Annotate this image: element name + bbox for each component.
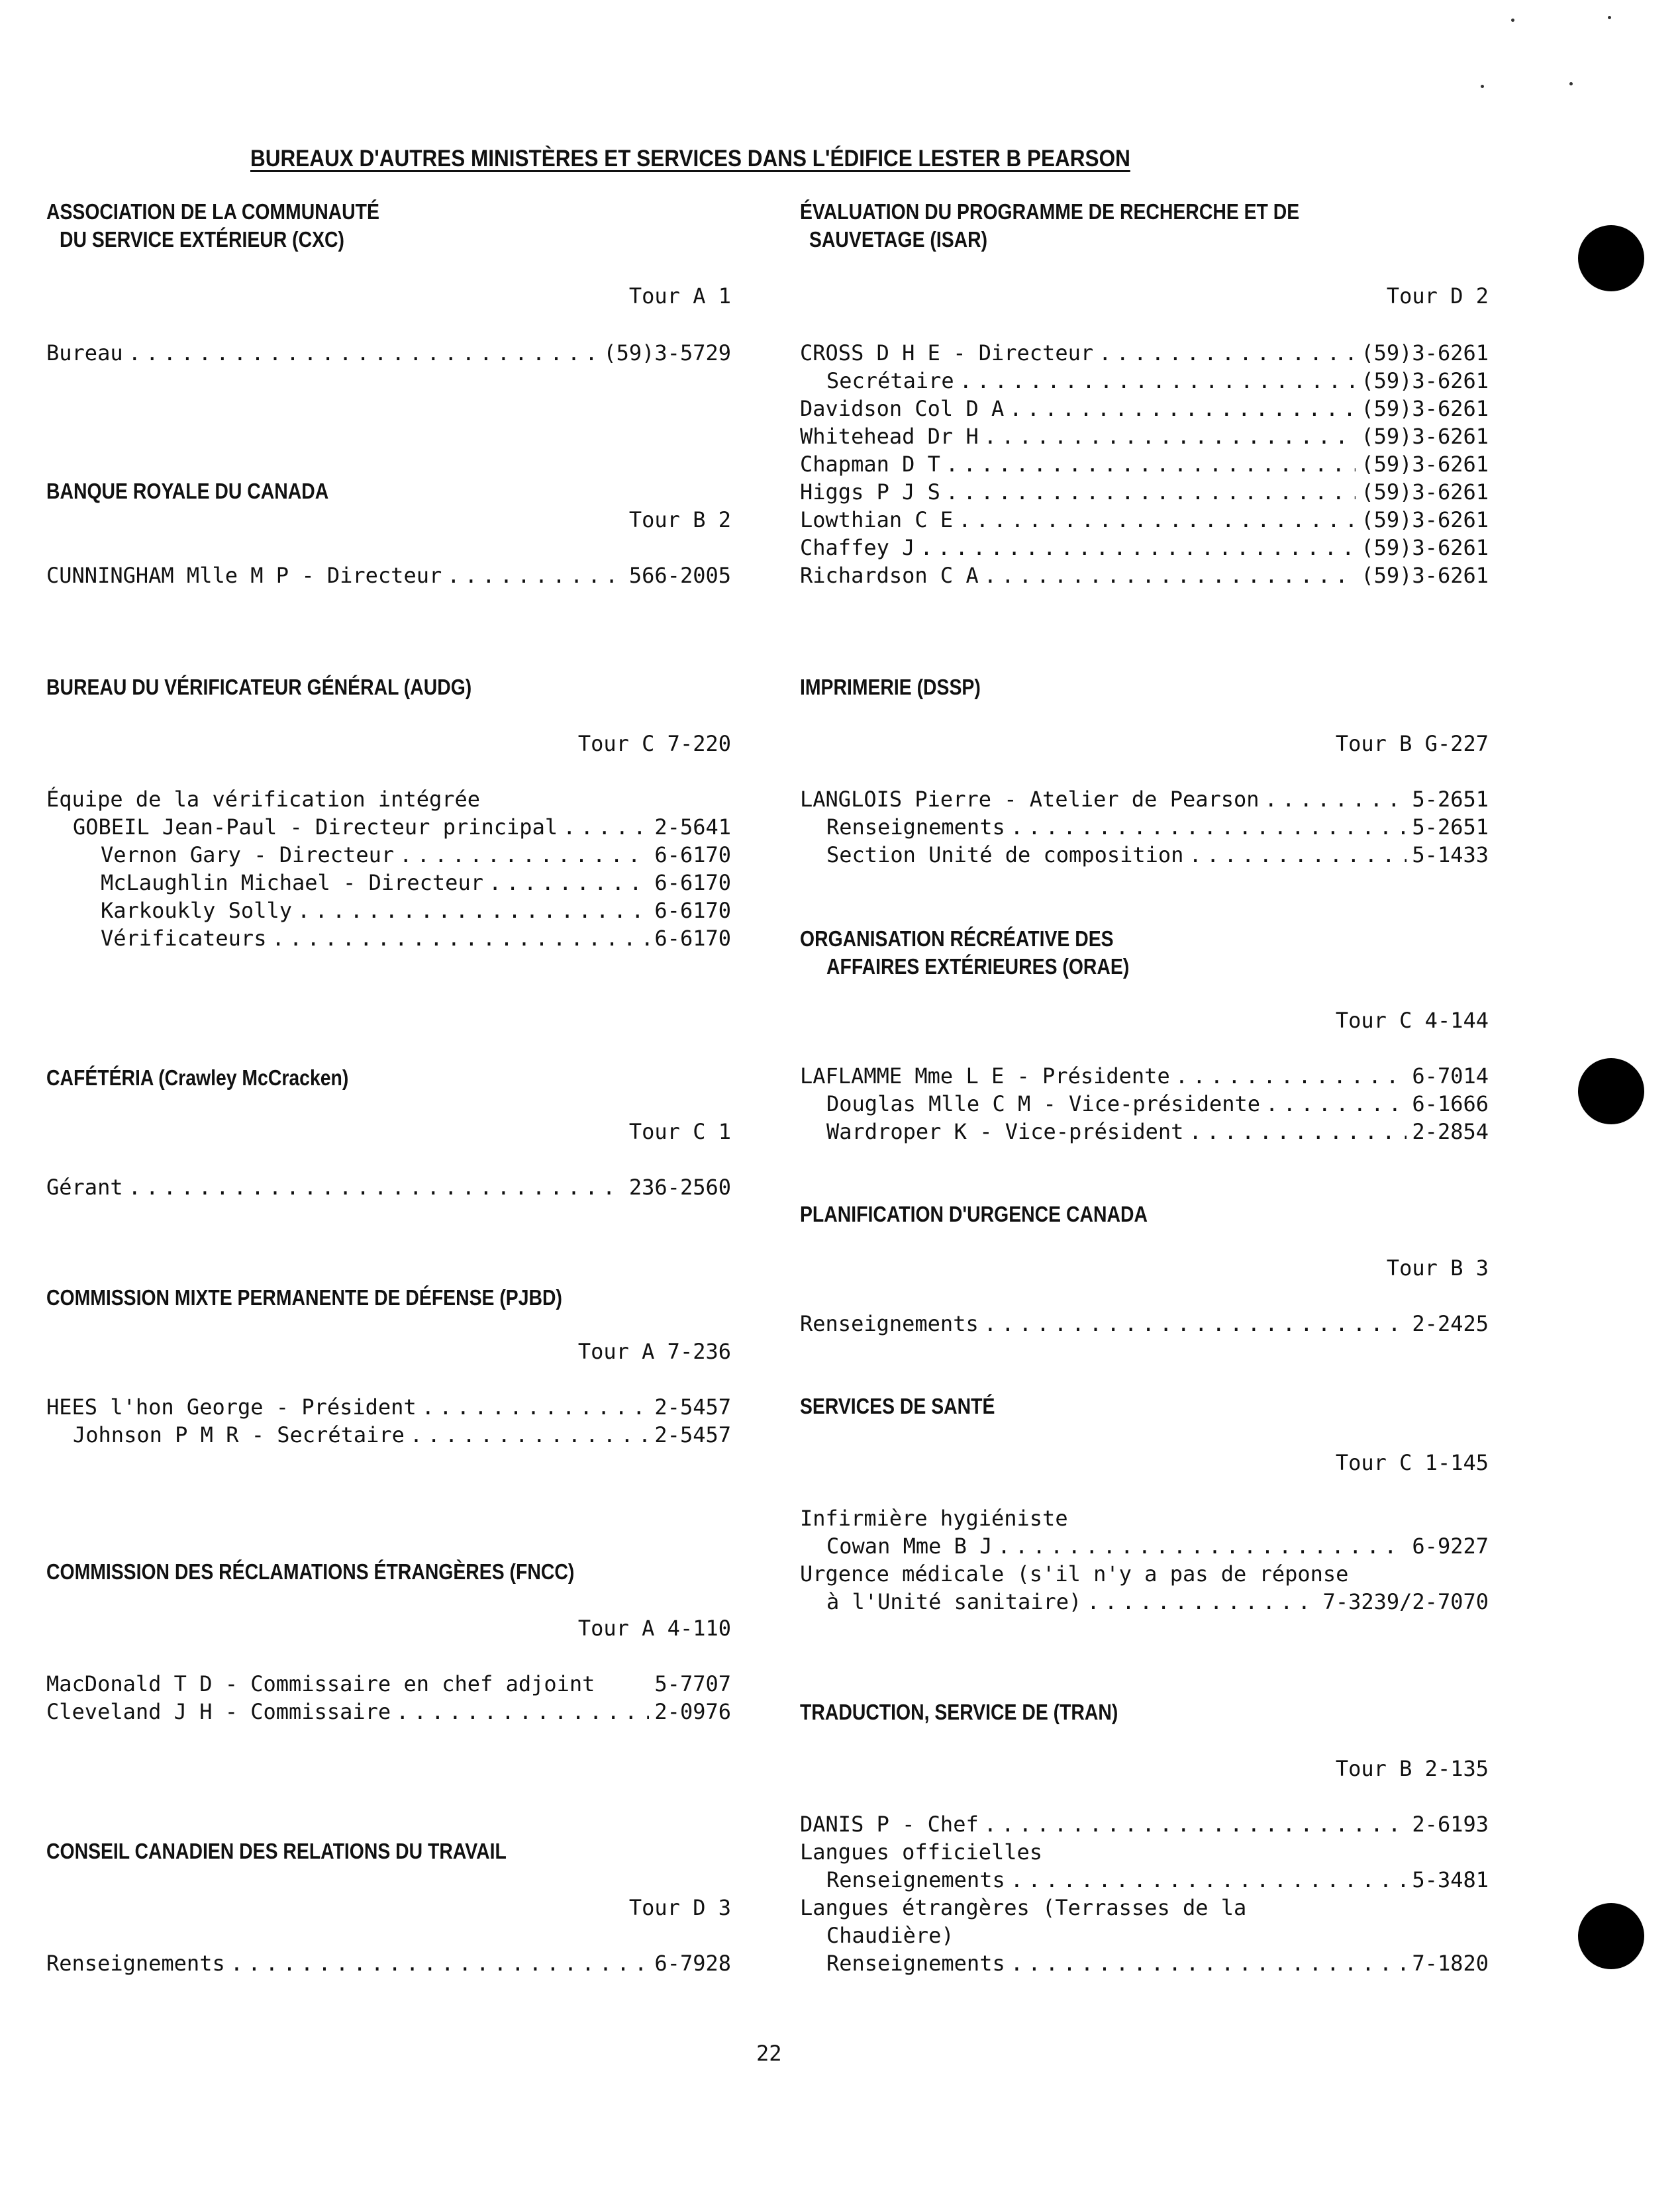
entry-phone: 5-2651 (1412, 787, 1489, 812)
entry-phone: 6-1666 (1412, 1091, 1489, 1116)
tour-location: Tour C 1-145 (1335, 1450, 1489, 1475)
list-item (800, 561, 1489, 589)
section-title: ÉVALUATION DU PROGRAMME DE RECHERCHE ET DE (800, 199, 1300, 224)
entry-phone: 6-9227 (1412, 1534, 1489, 1559)
list-item (46, 1173, 731, 1201)
entry-name: Renseignements (826, 1951, 1005, 1976)
punch-hole (1578, 1058, 1644, 1124)
entry-phone: 2-2854 (1412, 1119, 1489, 1144)
entry-phone: 5-3481 (1412, 1867, 1489, 1892)
list-item (800, 1090, 1489, 1118)
entry-name: Karkoukly Solly (101, 898, 292, 923)
list-item (800, 1062, 1489, 1090)
list-item (800, 339, 1489, 367)
entry-name: Gérant (46, 1175, 123, 1200)
entry-name: DANIS P - Chef (800, 1812, 979, 1837)
entry-name: CUNNINGHAM Mlle M P - Directeur (46, 563, 442, 588)
group-label: Infirmière hygiéniste (800, 1506, 1068, 1531)
entry-name: Secrétaire (826, 368, 954, 393)
page-number: 22 (756, 2041, 782, 2066)
entry-phone: 566-2005 (628, 563, 731, 588)
section-title: COMMISSION DES RÉCLAMATIONS ÉTRANGÈRES (FNCC) (46, 1559, 575, 1584)
section-title: ORGANISATION RÉCRÉATIVE DES (800, 926, 1114, 951)
tour-location: Tour D 2 (1386, 283, 1489, 309)
list-item (800, 1118, 1489, 1146)
entry-name: Section Unité de composition (826, 842, 1184, 867)
entry-phone: 6-6170 (654, 926, 731, 951)
list-item (46, 1421, 731, 1449)
entry-name: LANGLOIS Pierre - Atelier de Pearson (800, 787, 1260, 812)
group-label: Chaudière) (826, 1923, 954, 1948)
list-item (46, 1393, 731, 1421)
entry-name: Chaffey J (800, 535, 915, 560)
tour-location: Tour C 7-220 (577, 731, 731, 756)
list-item (46, 1698, 731, 1726)
section-title: BUREAU DU VÉRIFICATEUR GÉNÉRAL (AUDG) (46, 675, 472, 699)
entry-name: Bureau (46, 340, 123, 366)
entry-phone: 2-6193 (1412, 1812, 1489, 1837)
list-item (800, 813, 1489, 841)
entry-phone: (59)3-6261 (1361, 368, 1489, 393)
list-item (800, 1949, 1489, 1977)
scan-speck (1511, 19, 1514, 22)
entry-name: Renseignements (800, 1311, 979, 1336)
entry-phone: (59)3-5729 (603, 340, 731, 366)
tour-location: Tour B 2-135 (1335, 1756, 1489, 1781)
entry-phone: 236-2560 (628, 1175, 731, 1200)
entry-phone: (59)3-6261 (1361, 479, 1489, 505)
group-label: Équipe de la vérification intégrée (46, 787, 481, 812)
page-title: BUREAUX D'AUTRES MINISTÈRES ET SERVICES DANS L'ÉDIFICE LESTER B PEARSON (250, 146, 1130, 171)
section-title: CONSEIL CANADIEN DES RELATIONS DU TRAVAIL (46, 1839, 507, 1863)
list-item (46, 1949, 731, 1977)
entry-phone: (59)3-6261 (1361, 396, 1489, 421)
entry-name: MacDonald T D - Commissaire en chef adjoint (46, 1671, 595, 1696)
list-item (46, 897, 731, 924)
group-label: Langues étrangères (Terrasses de la (800, 1895, 1247, 1920)
entry-name: McLaughlin Michael - Directeur (101, 870, 483, 895)
section-title: TRADUCTION, SERVICE DE (TRAN) (800, 1700, 1118, 1724)
entry-phone: (59)3-6261 (1361, 535, 1489, 560)
list-item (800, 785, 1489, 813)
entry-name: Richardson C A (800, 563, 979, 588)
entry-name: LAFLAMME Mme L E - Présidente (800, 1063, 1170, 1089)
entry-phone: 2-5457 (654, 1422, 731, 1447)
list-item (800, 841, 1489, 869)
section-title: CAFÉTÉRIA (Crawley McCracken) (46, 1065, 349, 1090)
entry-name: Cowan Mme B J (826, 1534, 993, 1559)
section-title: DU SERVICE EXTÉRIEUR (CXC) (60, 227, 344, 252)
entry-phone: 2-2425 (1412, 1311, 1489, 1336)
entry-name: Renseignements (826, 1867, 1005, 1892)
entry-phone: (59)3-6261 (1361, 507, 1489, 532)
group-label: Langues officielles (800, 1839, 1043, 1865)
entry-name: Cleveland J H - Commissaire (46, 1699, 391, 1724)
list-item (46, 869, 731, 897)
entry-phone: 6-6170 (654, 842, 731, 867)
section-title: SAUVETAGE (ISAR) (809, 227, 988, 252)
section-title: COMMISSION MIXTE PERMANENTE DE DÉFENSE (PJBD) (46, 1285, 562, 1310)
list-item (800, 367, 1489, 395)
list-item (800, 422, 1489, 450)
entry-phone: 7-3239/2-7070 (1322, 1589, 1489, 1614)
entry-phone: 5-1433 (1412, 842, 1489, 867)
entry-phone: 6-6170 (654, 870, 731, 895)
tour-location: Tour C 1 (628, 1119, 731, 1144)
list-item (800, 1310, 1489, 1338)
entry-name: Davidson Col D A (800, 396, 1005, 421)
list-item (46, 924, 731, 952)
entry-phone: 7-1820 (1412, 1951, 1489, 1976)
entry-phone: (59)3-6261 (1361, 340, 1489, 366)
punch-hole (1578, 225, 1644, 291)
list-item (800, 1588, 1489, 1616)
list-item (800, 478, 1489, 506)
entry-phone: 2-5641 (654, 814, 731, 840)
entry-name: HEES l'hon George - Président (46, 1394, 417, 1420)
section-title: AFFAIRES EXTÉRIEURES (ORAE) (826, 954, 1130, 979)
scan-speck (1608, 16, 1611, 19)
scan-speck (1481, 85, 1484, 88)
section-title: PLANIFICATION D'URGENCE CANADA (800, 1202, 1148, 1226)
entry-name: à l'Unité sanitaire) (826, 1589, 1082, 1614)
list-item (46, 339, 731, 367)
entry-phone: (59)3-6261 (1361, 563, 1489, 588)
entry-name: GOBEIL Jean-Paul - Directeur principal (73, 814, 558, 840)
list-item (800, 395, 1489, 422)
entry-name: Whitehead Dr H (800, 424, 979, 449)
entry-name: Vernon Gary - Directeur (101, 842, 395, 867)
entry-phone: 2-5457 (654, 1394, 731, 1420)
section-title: SERVICES DE SANTÉ (800, 1394, 995, 1418)
scan-speck (1569, 82, 1573, 85)
entry-phone: 2-0976 (654, 1699, 731, 1724)
tour-location: Tour B 3 (1386, 1255, 1489, 1281)
entry-name: Renseignements (826, 814, 1005, 840)
list-item (46, 841, 731, 869)
entry-name: Johnson P M R - Secrétaire (73, 1422, 405, 1447)
section-title: ASSOCIATION DE LA COMMUNAUTÉ (46, 199, 379, 224)
entry-phone: (59)3-6261 (1361, 452, 1489, 477)
entry-name: Wardroper K - Vice-président (826, 1119, 1184, 1144)
entry-name: Douglas Mlle C M - Vice-présidente (826, 1091, 1261, 1116)
group-label: Urgence médicale (s'il n'y a pas de réponse (800, 1561, 1349, 1587)
entry-name: Vérificateurs (101, 926, 267, 951)
tour-location: Tour A 4-110 (577, 1616, 731, 1641)
section-title: IMPRIMERIE (DSSP) (800, 675, 981, 699)
tour-location: Tour B 2 (628, 507, 731, 532)
entry-phone: (59)3-6261 (1361, 424, 1489, 449)
list-item (800, 506, 1489, 534)
entry-name: Chapman D T (800, 452, 940, 477)
list-item (46, 1670, 731, 1698)
entry-phone: 5-2651 (1412, 814, 1489, 840)
entry-phone: 6-7014 (1412, 1063, 1489, 1089)
section-title: BANQUE ROYALE DU CANADA (46, 479, 329, 503)
list-item (800, 1810, 1489, 1838)
list-item (800, 450, 1489, 478)
list-item (800, 1532, 1489, 1560)
entry-name: CROSS D H E - Directeur (800, 340, 1094, 366)
entry-name: Lowthian C E (800, 507, 954, 532)
entry-phone: 6-6170 (654, 898, 731, 923)
entry-phone: 5-7707 (654, 1671, 731, 1696)
entry-phone: 6-7928 (654, 1951, 731, 1976)
list-item (800, 534, 1489, 561)
entry-name: Renseignements (46, 1951, 225, 1976)
list-item (800, 1866, 1489, 1894)
tour-location: Tour D 3 (628, 1895, 731, 1920)
tour-location: Tour A 1 (628, 283, 731, 309)
tour-location: Tour A 7-236 (577, 1339, 731, 1364)
punch-hole (1578, 1903, 1644, 1969)
list-item (46, 561, 731, 589)
tour-location: Tour C 4-144 (1335, 1008, 1489, 1033)
entry-name: Higgs P J S (800, 479, 940, 505)
list-item (46, 813, 731, 841)
tour-location: Tour B G-227 (1335, 731, 1489, 756)
